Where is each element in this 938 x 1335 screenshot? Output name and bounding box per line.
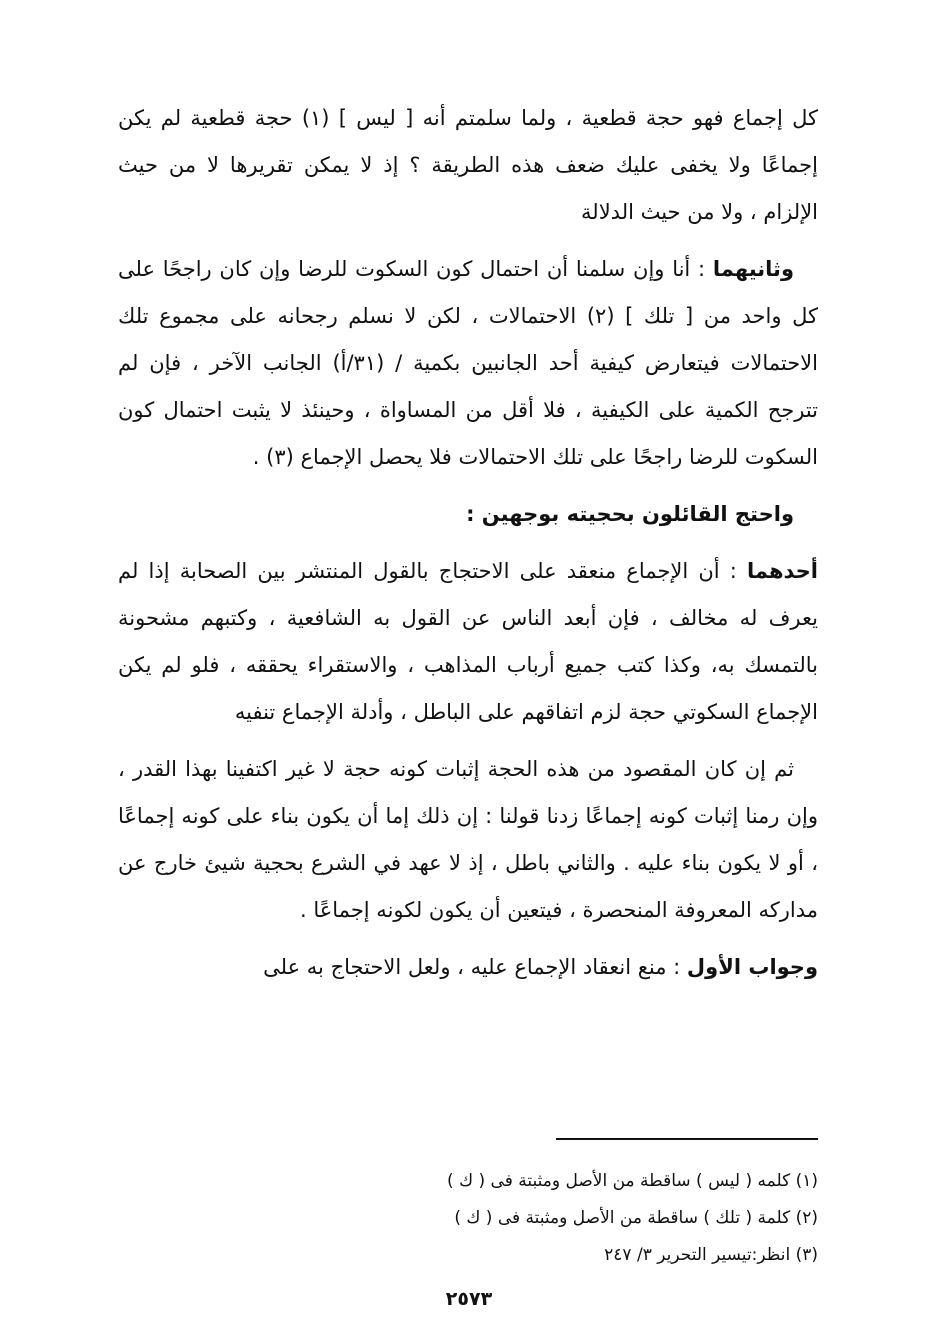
paragraph-1 bbox=[118, 95, 818, 236]
footnote-separator bbox=[556, 1138, 818, 1140]
paragraph-5 bbox=[118, 944, 818, 991]
paragraph-5-text: : منع انعقاد الإجماع عليه ، ولعل الاحتجاج به على bbox=[263, 955, 687, 979]
footnote-2: (٢) كلمة ( تلك ) ساقطة من الأصل ومثبتة فى ( ك ) bbox=[454, 1208, 818, 1228]
paragraph-5-lead: وجواب الأول bbox=[686, 955, 818, 979]
main-text bbox=[118, 95, 818, 991]
paragraph-4 bbox=[118, 746, 818, 934]
section-heading bbox=[118, 491, 818, 538]
page-number: ٢٥٧٣ bbox=[445, 1288, 493, 1310]
paragraph-2-lead: وثانيهما bbox=[712, 257, 794, 281]
paragraph-2 bbox=[118, 246, 818, 481]
footnote-3: (٣) انظر:تيسير التحرير ٣/ ٢٤٧ bbox=[604, 1245, 818, 1265]
footnotes bbox=[318, 1163, 818, 1274]
paragraph-4-text: ثم إن كان المقصود من هذه الحجة إثبات كونه حجة لا غير اكتفينا بهذا القدر ، وإن رمنا إثبات كونه إجماعًا زدنا قولنا : إن ذلك إما أن يكون بناء على كونه إجماعًا ، أو لا يكون بناء عليه . والثاني باطل ، إذ لا عهد في الشرع بحجية شيئ خارج عن مداركه المعروفة المنحصرة ، فيتعين أن يكون لكونه إجماعًا . bbox=[118, 757, 818, 922]
paragraph-3-lead: أحدهما bbox=[747, 559, 818, 583]
paragraph-3-text: : أن الإجماع منعقد على الاحتجاج بالقول المنتشر بين الصحابة إذا لم يعرف له مخالف ، فإن أبعد الناس عن القول به الشافعية ، وكتبهم مشحونة بالتمسك به، وكذا كتب جميع أرباب المذاهب ، والاستقراء يحققه ، فلو لم يكن الإجماع السكوتي حجة لزم اتفاقهم على الباطل ، وأدلة الإجماع تنفيه bbox=[118, 559, 818, 724]
section-heading-text: واحتج القائلون بحجيته بوجهين : bbox=[466, 502, 794, 526]
paragraph-1-text: كل إجماع فهو حجة قطعية ، ولما سلمتم أنه [ ليس ] (١) حجة قطعية لم يكن إجماعًا ولا يخفى عليك ضعف هذه الطريقة ؟ إذ لا يمكن تقريرها لا من حيث الإلزام ، ولا من حيث الدلالة bbox=[118, 106, 818, 224]
footnote-1: (١) كلمه ( ليس ) ساقطة من الأصل ومثبتة فى ( ك ) bbox=[447, 1171, 818, 1191]
paragraph-3 bbox=[118, 548, 818, 736]
paragraph-2-text: : أنا وإن سلمنا أن احتمال كون السكوت للرضا وإن كان راجحًا على كل واحد من [ تلك ] (٢) الاحتمالات ، لكن لا نسلم رجحانه على مجموع تلك الاحتمالات فيتعارض كيفية أحد الجانبين بكمية / (٣١/أ) الجانب الآخر ، فإن لم تترجح الكمية على الكيفية ، فلا أقل من المساواة ، وحينئذ لا يثبت احتمال كون السكوت للرضا راجحًا على تلك الاحتمالات فلا يحصل الإجماع (٣) . bbox=[118, 257, 818, 469]
